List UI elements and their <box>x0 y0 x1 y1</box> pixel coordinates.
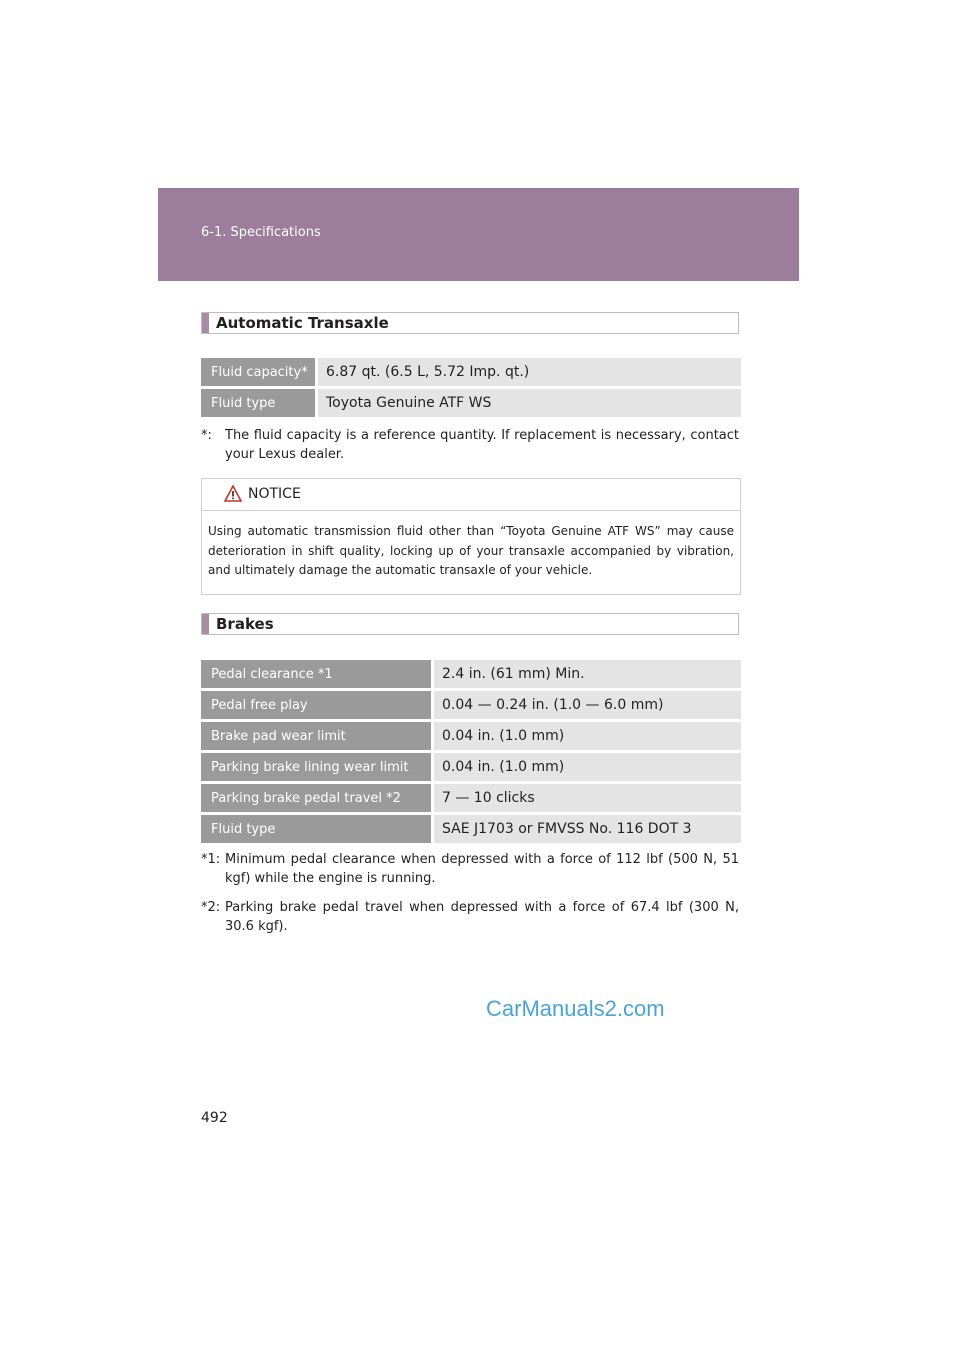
transaxle-section-title <box>201 312 739 334</box>
spec-label: Pedal clearance *1 <box>201 660 431 688</box>
spec-label: Parking brake lining wear limit <box>201 753 431 781</box>
transaxle-spec-table <box>201 358 741 420</box>
notice-title: NOTICE <box>248 485 301 502</box>
brakes-section-title <box>201 613 739 635</box>
notice-header <box>224 485 301 502</box>
brakes-footnote-1 <box>201 850 739 888</box>
footnote-mark: *2: <box>201 900 221 915</box>
title-bar <box>202 614 209 634</box>
transaxle-title: Automatic Transaxle <box>216 314 389 332</box>
brakes-title: Brakes <box>216 615 274 633</box>
spec-label: Fluid type <box>201 815 431 843</box>
table-row <box>201 753 741 781</box>
spec-label: Fluid type <box>201 389 315 417</box>
footnote-mark: *1: <box>201 852 221 867</box>
footnote-text: Parking brake pedal travel when depressed with a force of 67.4 lbf (300 N, 30.6 kgf). <box>225 900 739 934</box>
spec-value: 2.4 in. (61 mm) Min. <box>434 660 741 688</box>
brakes-footnote-2 <box>201 898 739 936</box>
notice-text: Using automatic transmission fluid other than “Toyota Genuine ATF WS” may cause deterioration in shift quality, locking up of your transaxle accompanied by vibration, and ultimately damage the automatic transaxle of your vehicle. <box>208 524 734 577</box>
table-row <box>201 660 741 688</box>
table-row <box>201 815 741 843</box>
section-title: 6-1. Specifications <box>201 225 321 240</box>
spec-value: SAE J1703 or FMVSS No. 116 DOT 3 <box>434 815 741 843</box>
table-row <box>201 784 741 812</box>
warning-triangle-icon <box>224 485 242 502</box>
page-number: 492 <box>201 1110 228 1126</box>
transaxle-footnote <box>201 426 739 464</box>
spec-value: Toyota Genuine ATF WS <box>318 389 741 417</box>
spec-value: 7 — 10 clicks <box>434 784 741 812</box>
spec-value: 0.04 in. (1.0 mm) <box>434 722 741 750</box>
footnote-text: Minimum pedal clearance when depressed with a force of 112 lbf (500 N, 51 kgf) while the engine is running. <box>225 852 739 886</box>
spec-label: Brake pad wear limit <box>201 722 431 750</box>
spec-value: 6.87 qt. (6.5 L, 5.72 Imp. qt.) <box>318 358 741 386</box>
spec-label: Pedal free play <box>201 691 431 719</box>
table-row <box>201 691 741 719</box>
spec-value: 0.04 in. (1.0 mm) <box>434 753 741 781</box>
watermark-link[interactable]: CarManuals2.com <box>486 996 665 1021</box>
table-row <box>201 358 741 386</box>
spec-label: Parking brake pedal travel *2 <box>201 784 431 812</box>
spec-label: Fluid capacity* <box>201 358 315 386</box>
title-bar <box>202 313 209 333</box>
table-row <box>201 722 741 750</box>
table-row <box>201 389 741 417</box>
spec-value: 0.04 — 0.24 in. (1.0 — 6.0 mm) <box>434 691 741 719</box>
notice-divider <box>202 510 740 511</box>
footnote-text: The fluid capacity is a reference quantity. If replacement is necessary, contact your Lexus dealer. <box>225 428 739 462</box>
header-band <box>158 188 799 281</box>
footnote-mark: *: <box>201 428 212 443</box>
brakes-spec-table <box>201 660 741 846</box>
notice-box <box>201 478 741 595</box>
